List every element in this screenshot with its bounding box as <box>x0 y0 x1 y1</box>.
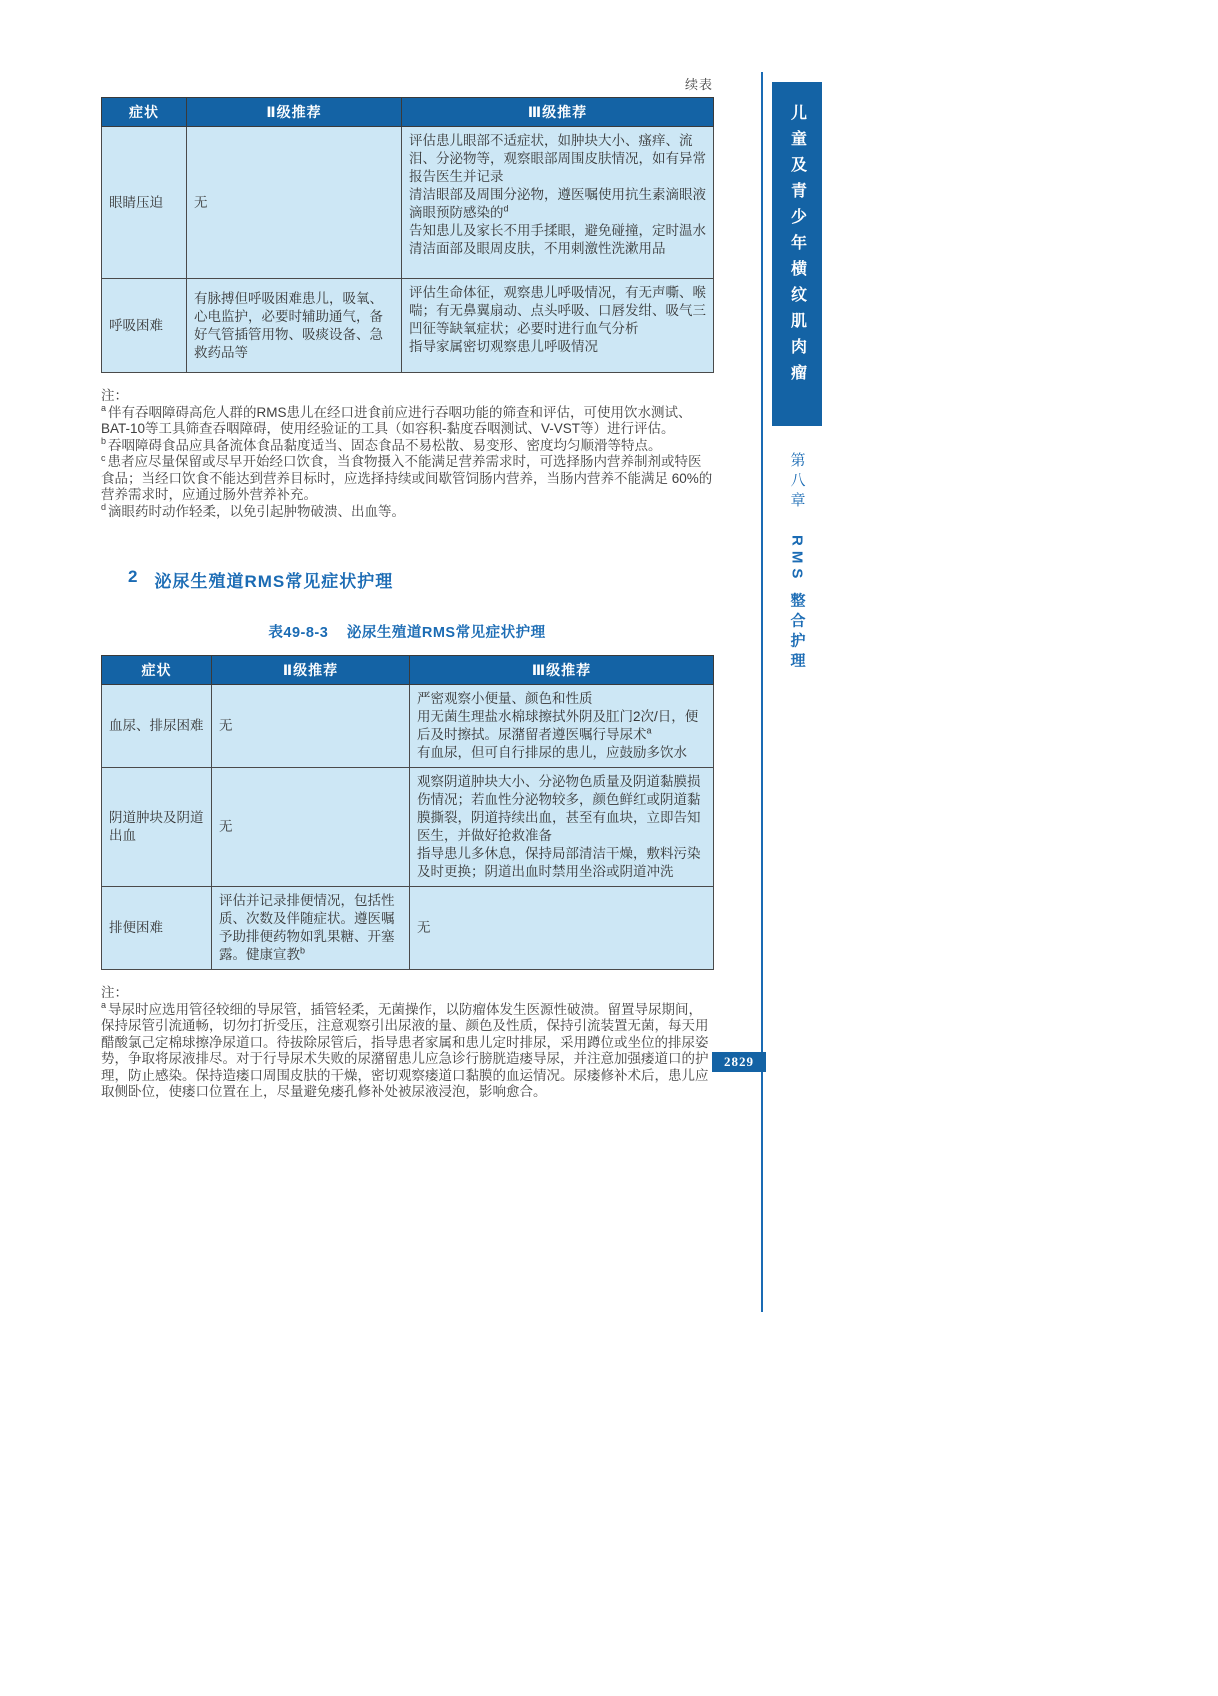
cell-paragraph: 无 <box>219 718 233 733</box>
symptom-table-eye-respiratory <box>101 97 714 373</box>
level3-cell <box>410 768 714 887</box>
table-row <box>102 685 714 768</box>
note-item: $^d$ 滴眼药时动作轻柔，以免引起肿物破溃、出血等。 <box>101 502 406 519</box>
table-header-row <box>102 656 714 685</box>
cell-paragraph: 评估生命体征，观察患儿呼吸情况，有无声嘶、喉喘；有无鼻翼扇动、点头呼吸、口唇发绀、吸气三凹征等缺氧症状；必要时进行血气分析 <box>409 285 706 336</box>
notes-label: 注： <box>101 985 128 1000</box>
note-item: $^b$ 吞咽障碍食品应具备流体食品黏度适当、固态食品不易松散、易变形、密度均匀顺滑等特点。 <box>101 436 662 453</box>
header-level2: Ⅱ级推荐 <box>187 98 402 127</box>
level3-cell <box>410 685 714 768</box>
cell-paragraph: 用无菌生理盐水棉球擦拭外阴及肛门2次/日，便后及时擦拭。尿潴留者遵医嘱行导尿术$^a$ <box>417 709 699 742</box>
chapter-title-label: RMS 整合护理 <box>788 535 806 673</box>
note-item: $^c$ 患者应尽量保留或尽早开始经口饮食，当食物摄入不能满足营养需求时，可选择肠内营养制剂或特医食品；当经口饮食不能达到营养目标时，应选择持续或间歇管饲肠内营养，当肠内营养不能满足 60%的营养需求时，应通过肠外营养补充。 <box>101 452 713 502</box>
cell-paragraph: 指导患儿多休息，保持局部清洁干燥，敷料污染及时更换；阴道出血时禁用坐浴或阴道冲洗 <box>417 846 701 879</box>
cell-paragraph: 评估并记录排便情况，包括性质、次数及伴随症状。遵医嘱予助排便药物如乳果糖、开塞露。健康宣教$^b$ <box>219 893 395 962</box>
symptom-cell: 阴道肿块及阴道出血 <box>102 768 212 887</box>
note-item: $^a$ 导尿时应选用管径较细的导尿管，插管轻柔，无菌操作，以防瘤体发生医源性破溃。留置导尿期间，保持尿管引流通畅，切勿打折受压，注意观察引出尿液的量、颜色及性质，保持引流装置无菌，每天用醋酸氯己定棉球擦净尿道口。待拔除尿管后，指导患者家属和患儿定时排尿，采用蹲位或坐位的排尿姿势，争取将尿液排尽。对于行导尿术失败的尿潴留患儿应急诊行膀胱造瘘导尿，并注意加强瘘道口的护理，防止感染。保持造瘘口周围皮肤的干燥，密切观察瘘道口黏膜的血运情况。尿瘘修补术后，患儿应取侧卧位，使瘘口位置在上，尽量避免瘘孔修补处被尿液浸泡，影响愈合。 <box>101 1000 709 1099</box>
table-row <box>102 279 714 373</box>
cell-paragraph: 严密观察小便量、颜色和性质 <box>417 691 593 706</box>
table-row <box>102 887 714 970</box>
level2-cell <box>212 685 410 768</box>
cell-paragraph: 评估患儿眼部不适症状，如肿块大小、瘙痒、流泪、分泌物等，观察眼部周围皮肤情况，如有异常报告医生并记录 <box>409 133 706 184</box>
cell-paragraph: 清洁眼部及周围分泌物，遵医嘱使用抗生素滴眼液滴眼预防感染的$^d$ <box>409 187 706 220</box>
level2-cell <box>212 768 410 887</box>
chapter-number-label: 第八章 <box>788 452 806 512</box>
header-level3: Ⅲ级推荐 <box>410 656 714 685</box>
table-caption <box>101 621 713 642</box>
continued-table-label: 续表 <box>684 77 713 92</box>
level3-cell <box>402 279 714 373</box>
level2-cell <box>187 127 402 279</box>
section-heading <box>101 567 713 592</box>
header-level3: Ⅲ级推荐 <box>402 98 714 127</box>
table-caption-label: 表49-8-3 <box>268 625 329 641</box>
level3-cell <box>402 127 714 279</box>
chapter-tab <box>772 82 822 426</box>
header-symptom: 症状 <box>102 656 212 685</box>
sidebar-divider-line <box>761 72 763 1312</box>
cell-paragraph: 有脉搏但呼吸困难患儿，吸氧、心电监护，必要时辅助通气，备好气管插管用物、吸痰设备、急救药品等 <box>194 290 383 360</box>
symptom-cell: 血尿、排尿困难 <box>102 685 212 768</box>
cell-paragraph: 指导家属密切观察患儿呼吸情况 <box>409 339 598 354</box>
chapter-tab-title: 儿童及青少年横纹肌肉瘤 <box>788 104 806 390</box>
table-caption-title: 泌尿生殖道RMS常见症状护理 <box>346 625 546 641</box>
header-symptom: 症状 <box>102 98 187 127</box>
symptom-cell: 呼吸困难 <box>102 279 187 373</box>
cell-paragraph: 无 <box>417 920 431 935</box>
table-row <box>102 768 714 887</box>
symptom-table-urogenital <box>101 655 714 970</box>
level3-cell <box>410 887 714 970</box>
cell-paragraph: 有血尿，但可自行排尿的患儿，应鼓励多饮水 <box>417 745 687 760</box>
page-number-badge: 2829 <box>712 1052 766 1072</box>
section-title: 泌尿生殖道RMS常见症状护理 <box>154 572 394 591</box>
symptom-cell: 排便困难 <box>102 887 212 970</box>
notes-section-2 <box>101 985 713 1101</box>
table-row <box>102 127 714 279</box>
table-header-row <box>102 98 714 127</box>
header-level2: Ⅱ级推荐 <box>212 656 410 685</box>
notes-label: 注： <box>101 388 128 403</box>
note-item: $^a$ 伴有吞咽障碍高危人群的RMS患儿在经口进食前应进行吞咽功能的筛查和评估，可使用饮水测试、BAT-10等工具筛查吞咽障碍，使用经验证的工具（如容积-黏度吞咽测试、V-VST等）进行评估。 <box>101 403 692 436</box>
cell-paragraph: 告知患儿及家长不用手揉眼，避免碰撞，定时温水清洁面部及眼周皮肤，不用刺激性洗漱用品 <box>409 223 706 256</box>
cell-paragraph: 无 <box>194 194 208 210</box>
chapter-info <box>772 452 822 673</box>
level2-cell <box>212 887 410 970</box>
cell-paragraph: 无 <box>219 819 233 834</box>
section-number: 2 <box>128 567 139 586</box>
notes-section-1 <box>101 388 713 520</box>
symptom-cell: 眼睛压迫 <box>102 127 187 279</box>
cell-paragraph: 观察阴道肿块大小、分泌物色质量及阴道黏膜损伤情况；若血性分泌物较多，颜色鲜红或阴道黏膜撕裂，阴道持续出血，甚至有血块，立即告知医生，并做好抢救准备 <box>417 774 701 843</box>
level2-cell <box>187 279 402 373</box>
main-content-column <box>101 74 713 1101</box>
